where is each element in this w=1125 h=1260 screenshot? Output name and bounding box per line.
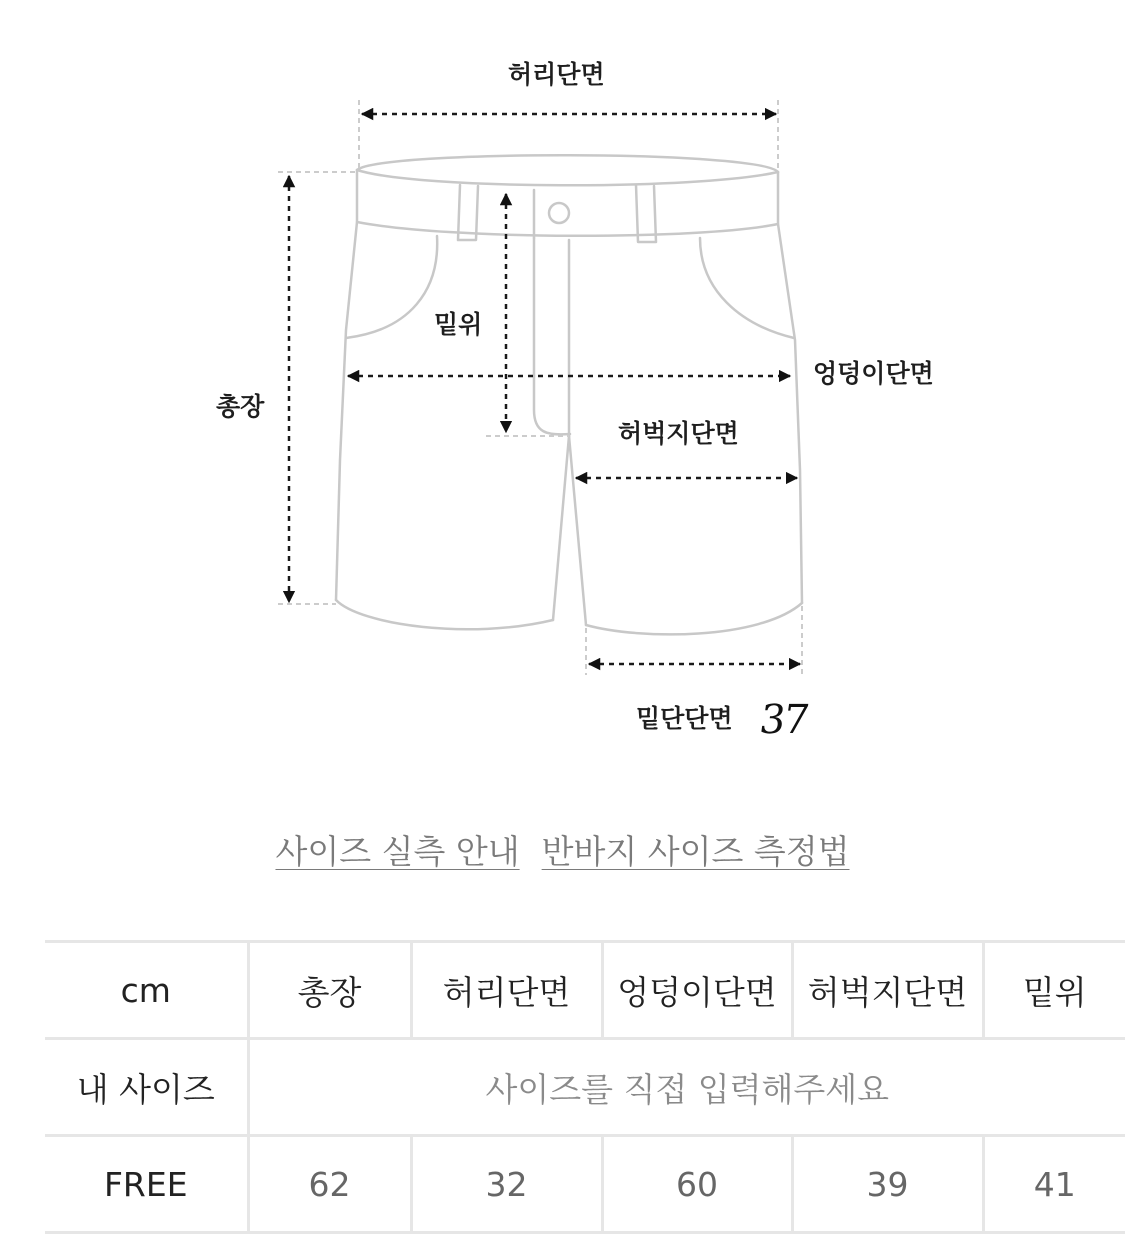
header-thigh: 허벅지단면: [792, 942, 983, 1039]
my-size-label: 내 사이즈: [45, 1039, 248, 1136]
header-waist: 허리단면: [411, 942, 602, 1039]
hem-label: 밑단단면: [636, 704, 733, 733]
table-row: [45, 1136, 1125, 1233]
size-free-label: FREE: [45, 1136, 248, 1233]
header-hip: 엉덩이단면: [602, 942, 792, 1039]
rise-label: 밑위: [434, 310, 483, 339]
guide-links: [0, 826, 1125, 873]
value-hip: 60: [602, 1136, 792, 1233]
shorts-outline: [336, 155, 802, 634]
handwritten-note: 37: [756, 697, 811, 743]
thigh-label: 허벅지단면: [618, 419, 739, 448]
header-total-length: 총장: [248, 942, 411, 1039]
hip-label: 엉덩이단면: [813, 359, 934, 388]
my-size-row: [45, 1039, 1125, 1136]
value-waist: 32: [411, 1136, 602, 1233]
header-rise: 밑위: [983, 942, 1125, 1039]
value-rise: 41: [983, 1136, 1125, 1233]
unit-header: cm: [45, 942, 248, 1039]
total-length-label: 총장: [216, 392, 265, 421]
dimension-arrows: [289, 114, 800, 664]
table-header-row: [45, 942, 1125, 1039]
value-thigh: 39: [792, 1136, 983, 1233]
my-size-input[interactable]: 사이즈를 직접 입력해주세요: [248, 1039, 1125, 1136]
waist-label: 허리단면: [508, 60, 605, 89]
value-total-length: 62: [248, 1136, 411, 1233]
measure-method-link[interactable]: 반바지 사이즈 측정법: [541, 832, 850, 871]
size-table: [45, 940, 1125, 1234]
size-guide-link[interactable]: 사이즈 실측 안내: [275, 832, 520, 871]
